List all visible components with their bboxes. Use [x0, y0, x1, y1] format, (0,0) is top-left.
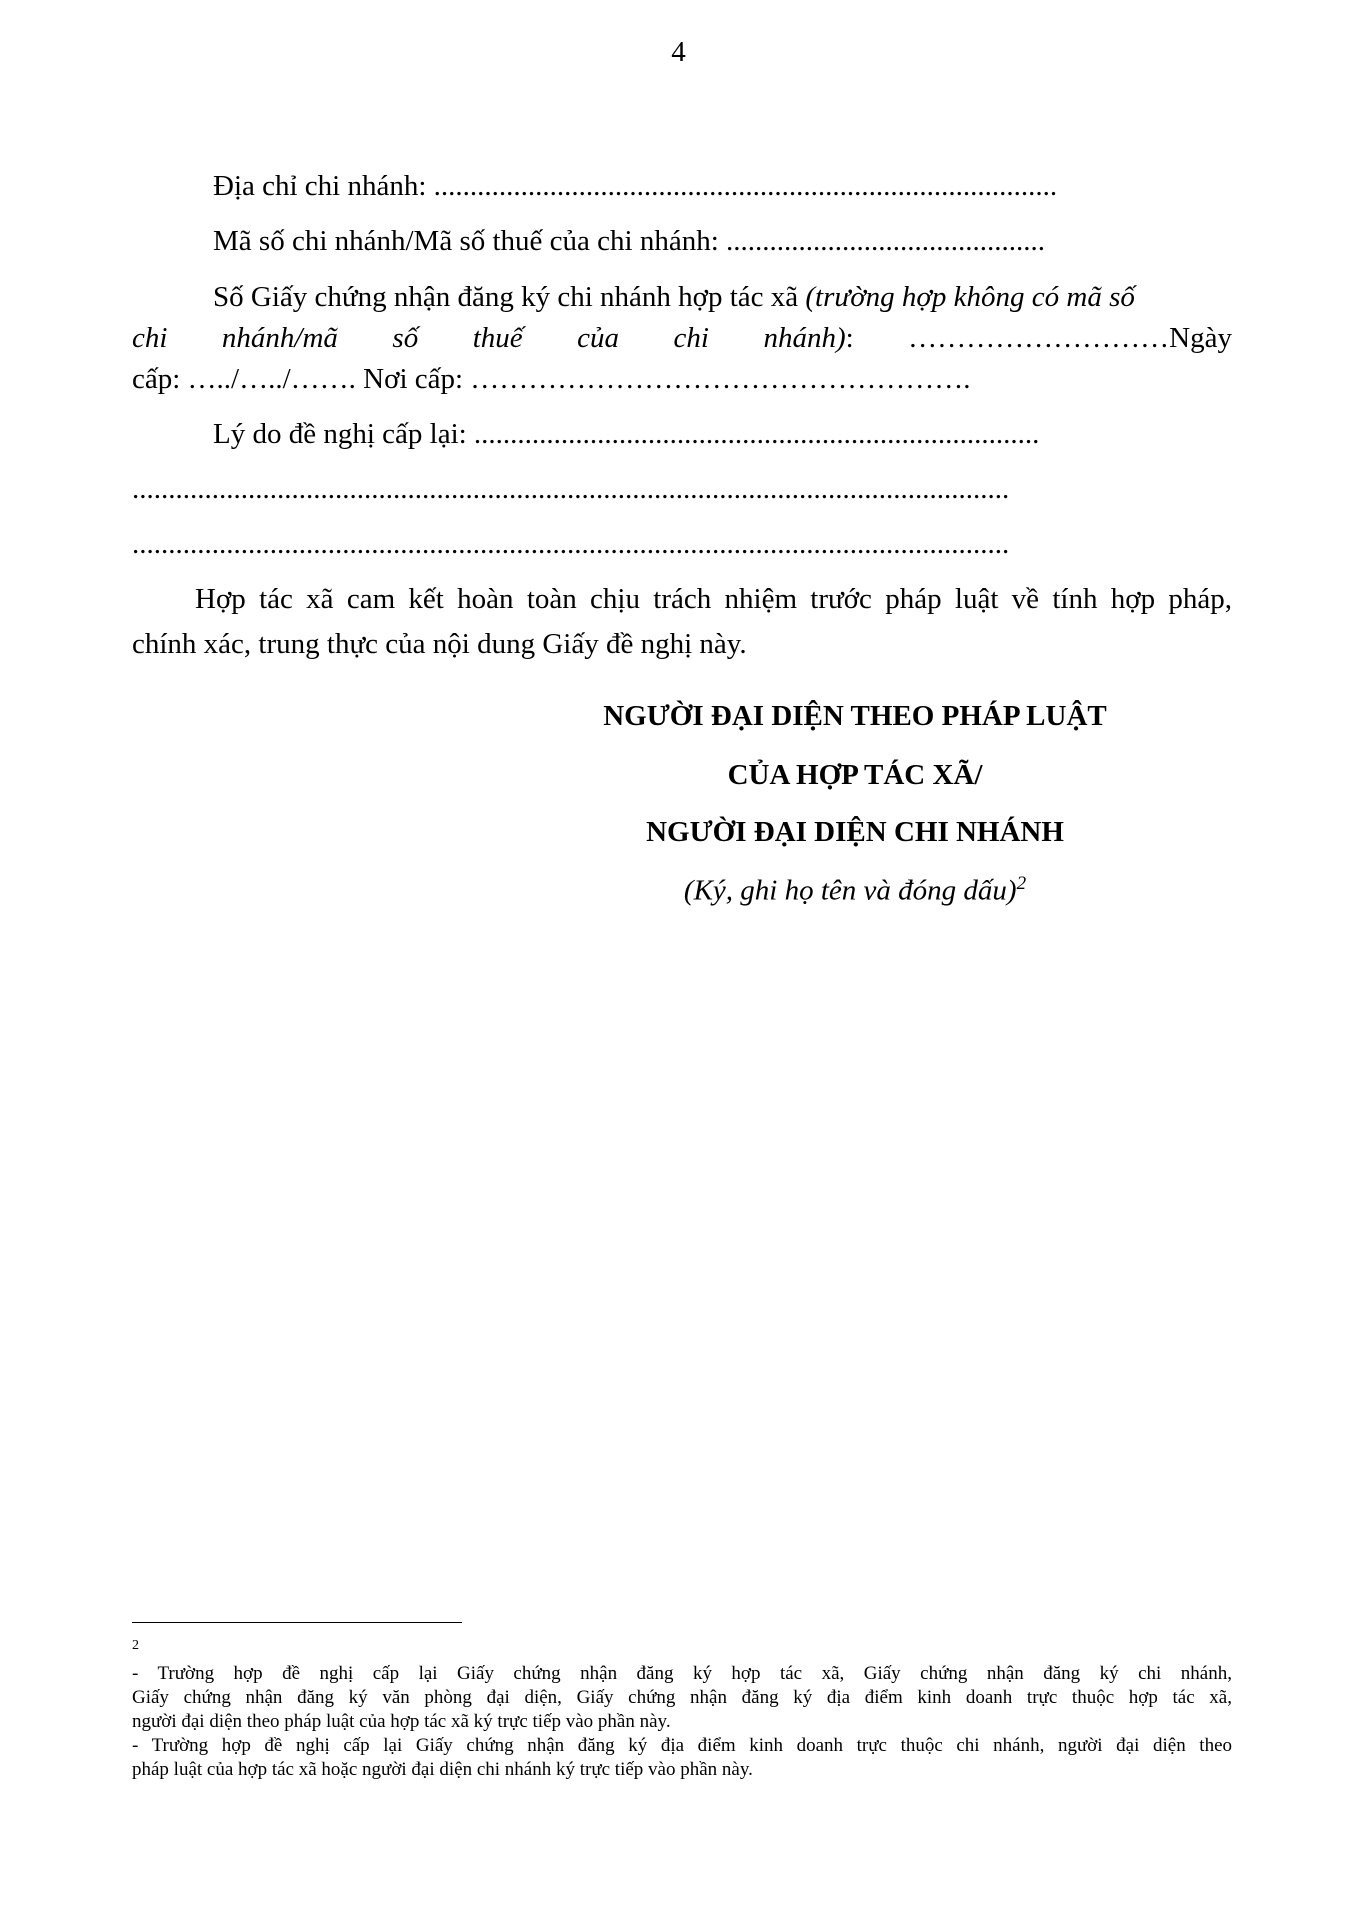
footnote-p1-line-3: người đại diện theo pháp luật của hợp tác xã ký trực tiếp vào phần này.	[132, 1711, 671, 1732]
footnote-p1-line-2: Giấy chứng nhận đăng ký văn phòng đại diện, Giấy chứng nhận đăng ký địa điểm kinh doanh trực thuộc hợp tác xã,	[132, 1687, 1232, 1708]
certificate-number-line-2	[132, 322, 1232, 355]
certificate-number-label: Số Giấy chứng nhận đăng ký chi nhánh hợp tác xã	[213, 281, 799, 313]
page-number: 4	[671, 36, 686, 68]
footnote-p1-line-1: - Trường hợp đề nghị cấp lại Giấy chứng nhận đăng ký hợp tác xã, Giấy chứng nhận đăng ký chi nhánh,	[132, 1663, 1232, 1684]
footnote-reference: 2	[1016, 873, 1027, 894]
reason-dots-line-1: .........................................................................................................................	[132, 473, 1010, 505]
footnote-separator	[132, 1622, 462, 1623]
certificate-number-line-1	[213, 281, 1135, 314]
branch-address-field: Địa chỉ chi nhánh: ......................................................................................	[213, 170, 1058, 202]
footnote-p2-line-2: pháp luật của hợp tác xã hoặc người đại diện chi nhánh ký trực tiếp vào phần này.	[132, 1759, 753, 1780]
commitment-line-1: Hợp tác xã cam kết hoàn toàn chịu trách nhiệm trước pháp luật về tính hợp pháp,	[195, 583, 1232, 615]
reason-dots-line-2: .........................................................................................................................	[132, 528, 1010, 560]
commitment-line-2: chính xác, trung thực của nội dung Giấy đề nghị này.	[132, 628, 747, 660]
issue-date-place-field: cấp: …../…../……. Nơi cấp: …………………………………………….	[132, 363, 971, 395]
reason-field: Lý do đề nghị cấp lại: ..............................................................................	[213, 418, 1040, 450]
certificate-number-dots: : ………………………Ngày	[845, 322, 1232, 354]
signature-instruction-text: (Ký, ghi họ tên và đóng dấu)	[683, 874, 1017, 907]
signature-title-3: NGƯỜI ĐẠI DIỆN CHI NHÁNH	[646, 816, 1064, 848]
footnote-p2-line-1: - Trường hợp đề nghị cấp lại Giấy chứng nhận đăng ký địa điểm kinh doanh trực thuộc chi nhánh, người đại diện theo	[132, 1735, 1232, 1756]
signature-title-2: CỦA HỢP TÁC XÃ/	[727, 759, 983, 791]
certificate-number-note-2: chi nhánh/mã số thuế của chi nhánh)	[132, 322, 846, 354]
signature-instruction	[520, 873, 1190, 908]
signature-title-1: NGƯỜI ĐẠI DIỆN THEO PHÁP LUẬT	[603, 700, 1107, 732]
certificate-number-note-1: (trường hợp không có mã số	[805, 281, 1135, 313]
footnote-number: 2	[132, 1638, 139, 1653]
branch-tax-code-field: Mã số chi nhánh/Mã số thuế của chi nhánh: ............................................	[213, 225, 1046, 257]
